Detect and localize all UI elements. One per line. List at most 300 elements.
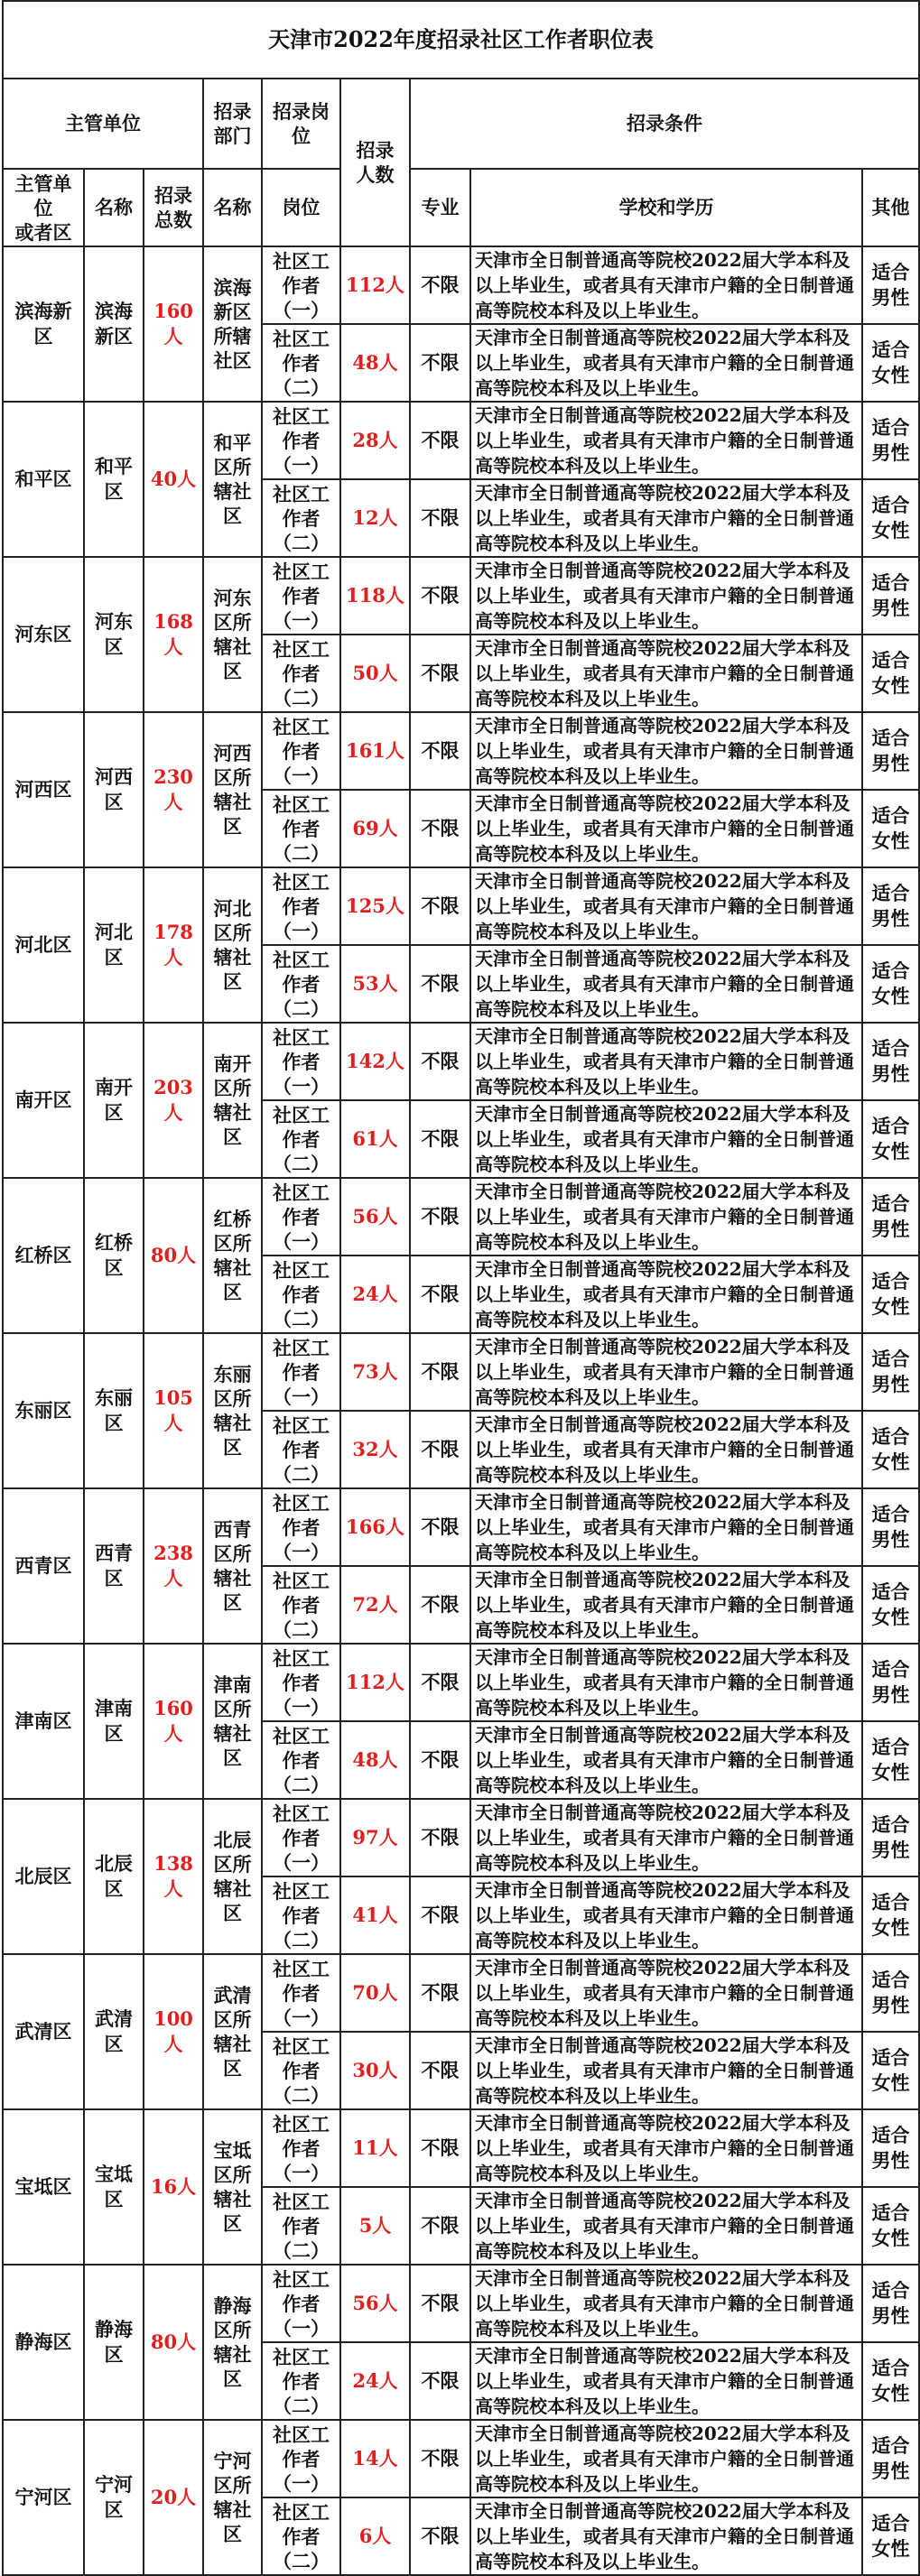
cell-post-2-text: 社区工 作者 （二）	[273, 637, 330, 709]
cell-post-1-text: 社区工 作者 （一）	[273, 1491, 330, 1563]
cell-count-1-text: 14人	[352, 2447, 398, 2469]
cell-major-1	[410, 1799, 470, 1876]
cell-major-1	[410, 712, 470, 790]
cell-other-female-text: 适合 女性	[871, 2357, 910, 2405]
cell-condition-1	[470, 2420, 862, 2497]
cell-total	[144, 712, 203, 867]
cell-count-1	[340, 1178, 410, 1256]
cell-district-name-text: 和平 区	[95, 455, 133, 503]
cell-other-female	[862, 2342, 919, 2420]
cell-other-female-text: 适合 女性	[871, 1736, 910, 1784]
cell-major-2-text: 不限	[421, 1127, 460, 1150]
cell-other-female-text: 适合 女性	[871, 1425, 910, 1473]
cell-district-text: 滨海新 区	[14, 300, 72, 347]
cell-count-1-text: 161人	[346, 739, 404, 762]
cell-post-1-text: 社区工 作者 （一）	[273, 1646, 330, 1719]
cell-post-2	[262, 790, 340, 867]
cell-other-male-text: 适合 男性	[871, 1192, 910, 1240]
cell-district-name	[84, 1333, 144, 1488]
cell-other-male	[862, 1488, 919, 1566]
cell-total	[144, 1954, 203, 2109]
cell-other-male	[862, 1333, 919, 1411]
cell-district-name-text: 宝坻 区	[95, 2163, 133, 2210]
table-row	[3, 246, 919, 324]
header-gangwei	[262, 79, 340, 169]
table-row	[3, 1178, 919, 1256]
cell-condition-2	[470, 2032, 862, 2109]
cell-condition-2	[470, 2497, 862, 2575]
cell-dept	[203, 1644, 262, 1799]
cell-post-1	[262, 557, 340, 635]
cell-district-name-text: 东丽 区	[95, 1386, 133, 1434]
cell-post-1	[262, 1178, 340, 1256]
cell-dept-text: 东丽 区所 辖社 区	[213, 1363, 252, 1459]
cell-district-name-text: 滨海 新区	[95, 300, 133, 347]
cell-count-1-text: 97人	[352, 1826, 398, 1849]
subheader-zongshu-text: 招录 总数	[154, 184, 192, 231]
cell-post-1	[262, 712, 340, 790]
cell-district-text: 河北区	[14, 933, 72, 956]
cell-count-2	[340, 2342, 410, 2420]
cell-post-2	[262, 1411, 340, 1488]
cell-major-1	[410, 1954, 470, 2032]
cell-other-female	[862, 1100, 919, 1178]
cell-total-text: 168人	[153, 610, 193, 658]
cell-other-male	[862, 1954, 919, 2032]
cell-other-female	[862, 2032, 919, 2109]
cell-count-2-text: 72人	[352, 1593, 398, 1616]
cell-count-2-text: 30人	[352, 2059, 398, 2081]
cell-other-female	[862, 2497, 919, 2575]
cell-condition-2	[470, 1566, 862, 1644]
cell-other-male-text: 适合 男性	[871, 1969, 910, 2016]
cell-post-2-text: 社区工 作者 （二）	[273, 1879, 330, 1951]
cell-condition-2-text: 天津市全日制普通高等院校2022届大学本科及以上毕业生，或者具有天津市户籍的全日制普通高等院校本科及以上毕业生。	[475, 482, 854, 554]
cell-post-1-text: 社区工 作者 （一）	[273, 870, 330, 942]
cell-other-male-text: 适合 男性	[871, 1503, 910, 1551]
cell-count-1	[340, 402, 410, 479]
cell-other-female-text: 适合 女性	[871, 338, 910, 386]
cell-district-text: 津南区	[14, 1710, 72, 1732]
cell-district-name	[84, 1799, 144, 1954]
cell-count-1	[340, 1954, 410, 2032]
table-row	[3, 402, 919, 479]
cell-district	[3, 1799, 84, 1954]
cell-post-1	[262, 1488, 340, 1566]
subheader-xuexiao: 学校和学历	[470, 169, 862, 246]
cell-other-male-text: 适合 男性	[871, 882, 910, 930]
cell-condition-2	[470, 324, 862, 402]
cell-condition-1-text: 天津市全日制普通高等院校2022届大学本科及以上毕业生，或者具有天津市户籍的全日制普通高等院校本科及以上毕业生。	[475, 560, 854, 632]
cell-district	[3, 1644, 84, 1799]
cell-dept-text: 宁河 区所 辖社 区	[213, 2450, 252, 2545]
cell-other-male	[862, 1644, 919, 1721]
cell-major-1	[410, 557, 470, 635]
cell-post-1-text: 社区工 作者 （一）	[273, 1025, 330, 1098]
cell-major-2-text: 不限	[421, 1748, 460, 1771]
cell-major-2	[410, 479, 470, 557]
cell-dept	[203, 1799, 262, 1954]
cell-district-name-text: 河北 区	[95, 921, 133, 968]
cell-other-female	[862, 2187, 919, 2265]
cell-total	[144, 1644, 203, 1799]
cell-post-2	[262, 1256, 340, 1333]
cell-district-text: 东丽区	[14, 1399, 72, 1422]
cell-other-male	[862, 1023, 919, 1100]
cell-dept	[203, 402, 262, 557]
cell-count-1-text: 166人	[346, 1515, 404, 1538]
cell-post-2-text: 社区工 作者 （二）	[273, 1103, 330, 1175]
cell-other-male	[862, 246, 919, 324]
cell-major-1	[410, 2109, 470, 2187]
cell-total	[144, 2420, 203, 2575]
cell-count-2	[340, 635, 410, 712]
cell-major-1-text: 不限	[421, 1360, 460, 1383]
cell-other-female	[862, 945, 919, 1023]
cell-count-2	[340, 790, 410, 867]
cell-district	[3, 2420, 84, 2575]
cell-district	[3, 1178, 84, 1333]
cell-district-name-text: 南开 区	[95, 1076, 133, 1124]
cell-count-1-text: 56人	[352, 1205, 398, 1228]
cell-count-1-text: 73人	[352, 1360, 398, 1383]
cell-condition-1	[470, 2109, 862, 2187]
cell-count-2-text: 61人	[352, 1127, 398, 1150]
cell-dept-text: 西青 区所 辖社 区	[213, 1518, 252, 1614]
table-row	[3, 1644, 919, 1721]
cell-total	[144, 246, 203, 402]
cell-condition-2	[470, 1876, 862, 1954]
cell-major-1-text: 不限	[421, 739, 460, 762]
cell-district-name	[84, 867, 144, 1023]
cell-other-female-text: 适合 女性	[871, 1891, 910, 1939]
cell-post-2-text: 社区工 作者 （二）	[273, 948, 330, 1020]
cell-other-male-text: 适合 男性	[871, 1813, 910, 1861]
cell-major-1	[410, 1488, 470, 1566]
table-title: 天津市2022年度招录社区工作者职位表	[3, 1, 919, 79]
cell-post-2-text: 社区工 作者 （二）	[273, 327, 330, 399]
cell-condition-2-text: 天津市全日制普通高等院校2022届大学本科及以上毕业生，或者具有天津市户籍的全日制普通高等院校本科及以上毕业生。	[475, 1103, 854, 1175]
cell-post-1	[262, 2109, 340, 2187]
cell-other-female-text: 适合 女性	[871, 1270, 910, 1318]
table-row	[3, 1799, 919, 1876]
cell-total	[144, 402, 203, 557]
cell-post-1	[262, 402, 340, 479]
cell-condition-1	[470, 246, 862, 324]
cell-condition-2	[470, 945, 862, 1023]
cell-total	[144, 1178, 203, 1333]
cell-total-text: 230人	[153, 765, 193, 813]
cell-district-name-text: 宁河 区	[95, 2473, 133, 2521]
cell-major-2	[410, 2032, 470, 2109]
cell-district-name	[84, 2109, 144, 2265]
cell-other-male	[862, 1799, 919, 1876]
cell-total-text: 160人	[153, 1697, 193, 1745]
cell-major-2	[410, 1100, 470, 1178]
cell-post-2-text: 社区工 作者 （二）	[273, 1258, 330, 1330]
cell-post-2-text: 社区工 作者 （二）	[273, 2190, 330, 2262]
cell-dept-text: 红桥 区所 辖社 区	[213, 1208, 252, 1303]
cell-major-1-text: 不限	[421, 429, 460, 451]
cell-condition-1	[470, 1023, 862, 1100]
cell-post-1	[262, 1023, 340, 1100]
cell-condition-1	[470, 402, 862, 479]
cell-condition-1	[470, 1799, 862, 1876]
cell-district-name	[84, 1488, 144, 1644]
cell-district-name-text: 西青 区	[95, 1542, 133, 1589]
cell-post-1-text: 社区工 作者 （一）	[273, 404, 330, 477]
cell-major-2-text: 不限	[421, 2525, 460, 2547]
cell-condition-1	[470, 1178, 862, 1256]
cell-count-2-text: 6人	[358, 2525, 392, 2547]
cell-district-name-text: 河西 区	[95, 765, 133, 813]
cell-district	[3, 712, 84, 867]
cell-district-text: 西青区	[14, 1554, 72, 1577]
cell-major-2	[410, 1566, 470, 1644]
subheader-qita: 其他	[862, 169, 919, 246]
cell-other-male-text: 适合 男性	[871, 2124, 910, 2172]
header-renshu-text: 招录 人数	[356, 139, 395, 186]
cell-dept	[203, 2109, 262, 2265]
cell-condition-2	[470, 1721, 862, 1799]
cell-total-text: 20人	[150, 2486, 197, 2508]
cell-total-text: 16人	[150, 2175, 197, 2198]
cell-count-2-text: 41人	[352, 1904, 398, 1926]
cell-major-2-text: 不限	[421, 2369, 460, 2392]
cell-total-text: 238人	[153, 1542, 193, 1589]
cell-district-text: 和平区	[14, 468, 72, 490]
cell-count-2	[340, 2032, 410, 2109]
cell-district-text: 宝坻区	[14, 2175, 72, 2198]
cell-count-2-text: 32人	[352, 1438, 398, 1460]
cell-condition-1	[470, 1333, 862, 1411]
job-table-container	[2, 0, 918, 2576]
cell-major-1	[410, 867, 470, 945]
cell-district-text: 南开区	[14, 1089, 72, 1111]
cell-post-1	[262, 1799, 340, 1876]
cell-major-1-text: 不限	[421, 2447, 460, 2469]
cell-major-1-text: 不限	[421, 1050, 460, 1072]
cell-post-1-text: 社区工 作者 （一）	[273, 1336, 330, 1408]
cell-count-2	[340, 1876, 410, 1954]
cell-condition-1	[470, 1644, 862, 1721]
cell-other-male	[862, 867, 919, 945]
cell-dept-text: 北辰 区所 辖社 区	[213, 1829, 252, 1924]
cell-post-2	[262, 1566, 340, 1644]
cell-count-2	[340, 945, 410, 1023]
cell-condition-2-text: 天津市全日制普通高等院校2022届大学本科及以上毕业生，或者具有天津市户籍的全日制普通高等院校本科及以上毕业生。	[475, 327, 854, 399]
cell-count-1-text: 142人	[346, 1050, 404, 1072]
cell-other-male-text: 适合 男性	[871, 416, 910, 464]
cell-post-2	[262, 635, 340, 712]
cell-post-1-text: 社区工 作者 （一）	[273, 2267, 330, 2340]
table-row	[3, 1488, 919, 1566]
cell-total	[144, 2109, 203, 2265]
cell-district	[3, 402, 84, 557]
cell-dept-text: 宝坻 区所 辖社 区	[213, 2139, 252, 2235]
cell-condition-2-text: 天津市全日制普通高等院校2022届大学本科及以上毕业生，或者具有天津市户籍的全日制普通高等院校本科及以上毕业生。	[475, 1879, 854, 1951]
cell-condition-1-text: 天津市全日制普通高等院校2022届大学本科及以上毕业生，或者具有天津市户籍的全日制普通高等院校本科及以上毕业生。	[475, 1802, 854, 1874]
cell-other-female	[862, 479, 919, 557]
cell-major-2-text: 不限	[421, 1438, 460, 1460]
cell-dept	[203, 2420, 262, 2575]
cell-post-2-text: 社区工 作者 （二）	[273, 1413, 330, 1486]
cell-post-1-text: 社区工 作者 （一）	[273, 2423, 330, 2495]
header-zhuguan: 主管单位	[3, 79, 203, 169]
cell-district	[3, 557, 84, 712]
cell-total	[144, 1333, 203, 1488]
cell-other-female-text: 适合 女性	[871, 1580, 910, 1628]
cell-count-1-text: 11人	[352, 2136, 398, 2159]
cell-count-1-text: 118人	[346, 584, 404, 607]
cell-other-female-text: 适合 女性	[871, 649, 910, 697]
cell-post-2	[262, 479, 340, 557]
cell-condition-2-text: 天津市全日制普通高等院校2022届大学本科及以上毕业生，或者具有天津市户籍的全日制普通高等院校本科及以上毕业生。	[475, 637, 854, 709]
cell-major-2	[410, 1411, 470, 1488]
cell-dept	[203, 557, 262, 712]
cell-major-2-text: 不限	[421, 1904, 460, 1926]
cell-major-1	[410, 1178, 470, 1256]
cell-total-text: 80人	[150, 1244, 197, 1266]
table-row	[3, 557, 919, 635]
cell-post-1	[262, 867, 340, 945]
cell-count-1	[340, 2265, 410, 2342]
cell-district	[3, 1954, 84, 2109]
cell-condition-2-text: 天津市全日制普通高等院校2022届大学本科及以上毕业生，或者具有天津市户籍的全日制普通高等院校本科及以上毕业生。	[475, 1413, 854, 1486]
cell-other-female	[862, 635, 919, 712]
cell-dept	[203, 1023, 262, 1178]
cell-condition-1-text: 天津市全日制普通高等院校2022届大学本科及以上毕业生，或者具有天津市户籍的全日制普通高等院校本科及以上毕业生。	[475, 1646, 854, 1719]
cell-count-2-text: 48人	[352, 351, 398, 374]
cell-total-text: 100人	[153, 2007, 193, 2055]
cell-district-name-text: 河东 区	[95, 610, 133, 658]
cell-post-2	[262, 2032, 340, 2109]
cell-condition-1	[470, 1954, 862, 2032]
cell-major-2	[410, 2342, 470, 2420]
cell-condition-1-text: 天津市全日制普通高等院校2022届大学本科及以上毕业生，或者具有天津市户籍的全日制普通高等院校本科及以上毕业生。	[475, 1957, 854, 2029]
cell-district-name	[84, 246, 144, 402]
subheader-zhuanye: 专业	[410, 169, 470, 246]
cell-other-female-text: 适合 女性	[871, 2512, 910, 2560]
cell-count-2	[340, 1721, 410, 1799]
cell-other-male	[862, 2420, 919, 2497]
cell-count-1	[340, 1799, 410, 1876]
cell-condition-1	[470, 2265, 862, 2342]
cell-district-name	[84, 402, 144, 557]
cell-count-1	[340, 246, 410, 324]
cell-major-2	[410, 324, 470, 402]
cell-condition-2-text: 天津市全日制普通高等院校2022届大学本科及以上毕业生，或者具有天津市户籍的全日制普通高等院校本科及以上毕业生。	[475, 1569, 854, 1641]
cell-other-female	[862, 1256, 919, 1333]
cell-other-male-text: 适合 男性	[871, 1658, 910, 1706]
cell-other-male-text: 适合 男性	[871, 727, 910, 774]
cell-count-2	[340, 2187, 410, 2265]
cell-other-male	[862, 557, 919, 635]
cell-count-2-text: 12人	[352, 506, 398, 529]
cell-post-2-text: 社区工 作者 （二）	[273, 792, 330, 865]
cell-post-1	[262, 246, 340, 324]
cell-district-name	[84, 1178, 144, 1333]
cell-count-2-text: 50人	[352, 662, 398, 684]
cell-major-1	[410, 1644, 470, 1721]
cell-other-male-text: 适合 男性	[871, 261, 910, 309]
cell-condition-1-text: 天津市全日制普通高等院校2022届大学本科及以上毕业生，或者具有天津市户籍的全日制普通高等院校本科及以上毕业生。	[475, 1491, 854, 1563]
cell-major-1-text: 不限	[421, 1826, 460, 1849]
cell-other-female-text: 适合 女性	[871, 1115, 910, 1163]
cell-dept-text: 津南 区所 辖社 区	[213, 1673, 252, 1769]
cell-post-1	[262, 1644, 340, 1721]
cell-major-2-text: 不限	[421, 2214, 460, 2237]
cell-district-name	[84, 1644, 144, 1799]
cell-condition-1-text: 天津市全日制普通高等院校2022届大学本科及以上毕业生，或者具有天津市户籍的全日制普通高等院校本科及以上毕业生。	[475, 2112, 854, 2184]
subheader-zhuguan	[3, 169, 84, 246]
cell-dept-text: 河东 区所 辖社 区	[213, 587, 252, 682]
header-tiaojian: 招录条件	[410, 79, 919, 169]
cell-district-name	[84, 2265, 144, 2420]
cell-count-2	[340, 479, 410, 557]
cell-post-2	[262, 2342, 340, 2420]
cell-other-male-text: 适合 男性	[871, 2434, 910, 2482]
cell-post-2	[262, 2187, 340, 2265]
cell-condition-2-text: 天津市全日制普通高等院校2022届大学本科及以上毕业生，或者具有天津市户籍的全日制普通高等院校本科及以上毕业生。	[475, 2345, 854, 2417]
cell-condition-1-text: 天津市全日制普通高等院校2022届大学本科及以上毕业生，或者具有天津市户籍的全日制普通高等院校本科及以上毕业生。	[475, 404, 854, 477]
cell-count-1	[340, 867, 410, 945]
cell-condition-2-text: 天津市全日制普通高等院校2022届大学本科及以上毕业生，或者具有天津市户籍的全日制普通高等院校本科及以上毕业生。	[475, 2190, 854, 2262]
cell-total	[144, 1799, 203, 1954]
cell-condition-2-text: 天津市全日制普通高等院校2022届大学本科及以上毕业生，或者具有天津市户籍的全日制普通高等院校本科及以上毕业生。	[475, 948, 854, 1020]
cell-major-2	[410, 635, 470, 712]
cell-condition-2	[470, 1411, 862, 1488]
cell-major-2	[410, 1256, 470, 1333]
subheader-zhuguan-text: 主管单 位 或者区	[14, 171, 72, 244]
cell-dept-text: 河西 区所 辖社 区	[213, 742, 252, 838]
cell-district-text: 北辰区	[14, 1865, 72, 1887]
cell-condition-2-text: 天津市全日制普通高等院校2022届大学本科及以上毕业生，或者具有天津市户籍的全日制普通高等院校本科及以上毕业生。	[475, 2500, 854, 2572]
cell-major-1	[410, 402, 470, 479]
cell-other-male-text: 适合 男性	[871, 2279, 910, 2327]
cell-dept	[203, 2265, 262, 2420]
cell-condition-1-text: 天津市全日制普通高等院校2022届大学本科及以上毕业生，或者具有天津市户籍的全日制普通高等院校本科及以上毕业生。	[475, 249, 854, 321]
cell-post-2-text: 社区工 作者 （二）	[273, 2034, 330, 2107]
cell-condition-2-text: 天津市全日制普通高等院校2022届大学本科及以上毕业生，或者具有天津市户籍的全日制普通高等院校本科及以上毕业生。	[475, 2034, 854, 2107]
cell-count-1	[340, 1333, 410, 1411]
cell-other-male-text: 适合 男性	[871, 571, 910, 619]
table-row	[3, 1023, 919, 1100]
cell-post-1-text: 社区工 作者 （一）	[273, 560, 330, 632]
cell-count-2-text: 48人	[352, 1748, 398, 1771]
cell-condition-1-text: 天津市全日制普通高等院校2022届大学本科及以上毕业生，或者具有天津市户籍的全日制普通高等院校本科及以上毕业生。	[475, 1181, 854, 1253]
table-row	[3, 2420, 919, 2497]
cell-dept-text: 滨海 新区 所辖 社区	[213, 276, 252, 372]
cell-major-1-text: 不限	[421, 894, 460, 917]
cell-count-1	[340, 1023, 410, 1100]
header-gangwei-text: 招录岗 位	[273, 100, 330, 147]
cell-count-2-text: 53人	[352, 972, 398, 995]
cell-condition-1-text: 天津市全日制普通高等院校2022届大学本科及以上毕业生，或者具有天津市户籍的全日制普通高等院校本科及以上毕业生。	[475, 870, 854, 942]
cell-condition-1-text: 天津市全日制普通高等院校2022届大学本科及以上毕业生，或者具有天津市户籍的全日制普通高等院校本科及以上毕业生。	[475, 2423, 854, 2495]
cell-condition-1-text: 天津市全日制普通高等院校2022届大学本科及以上毕业生，或者具有天津市户籍的全日制普通高等院校本科及以上毕业生。	[475, 1025, 854, 1098]
subheader-bumen-name: 名称	[203, 169, 262, 246]
cell-other-female	[862, 1721, 919, 1799]
cell-total	[144, 557, 203, 712]
cell-post-2-text: 社区工 作者 （二）	[273, 2345, 330, 2417]
cell-district	[3, 2265, 84, 2420]
cell-dept	[203, 1333, 262, 1488]
cell-major-1	[410, 246, 470, 324]
cell-other-female-text: 适合 女性	[871, 494, 910, 542]
cell-condition-1	[470, 557, 862, 635]
cell-count-1	[340, 557, 410, 635]
